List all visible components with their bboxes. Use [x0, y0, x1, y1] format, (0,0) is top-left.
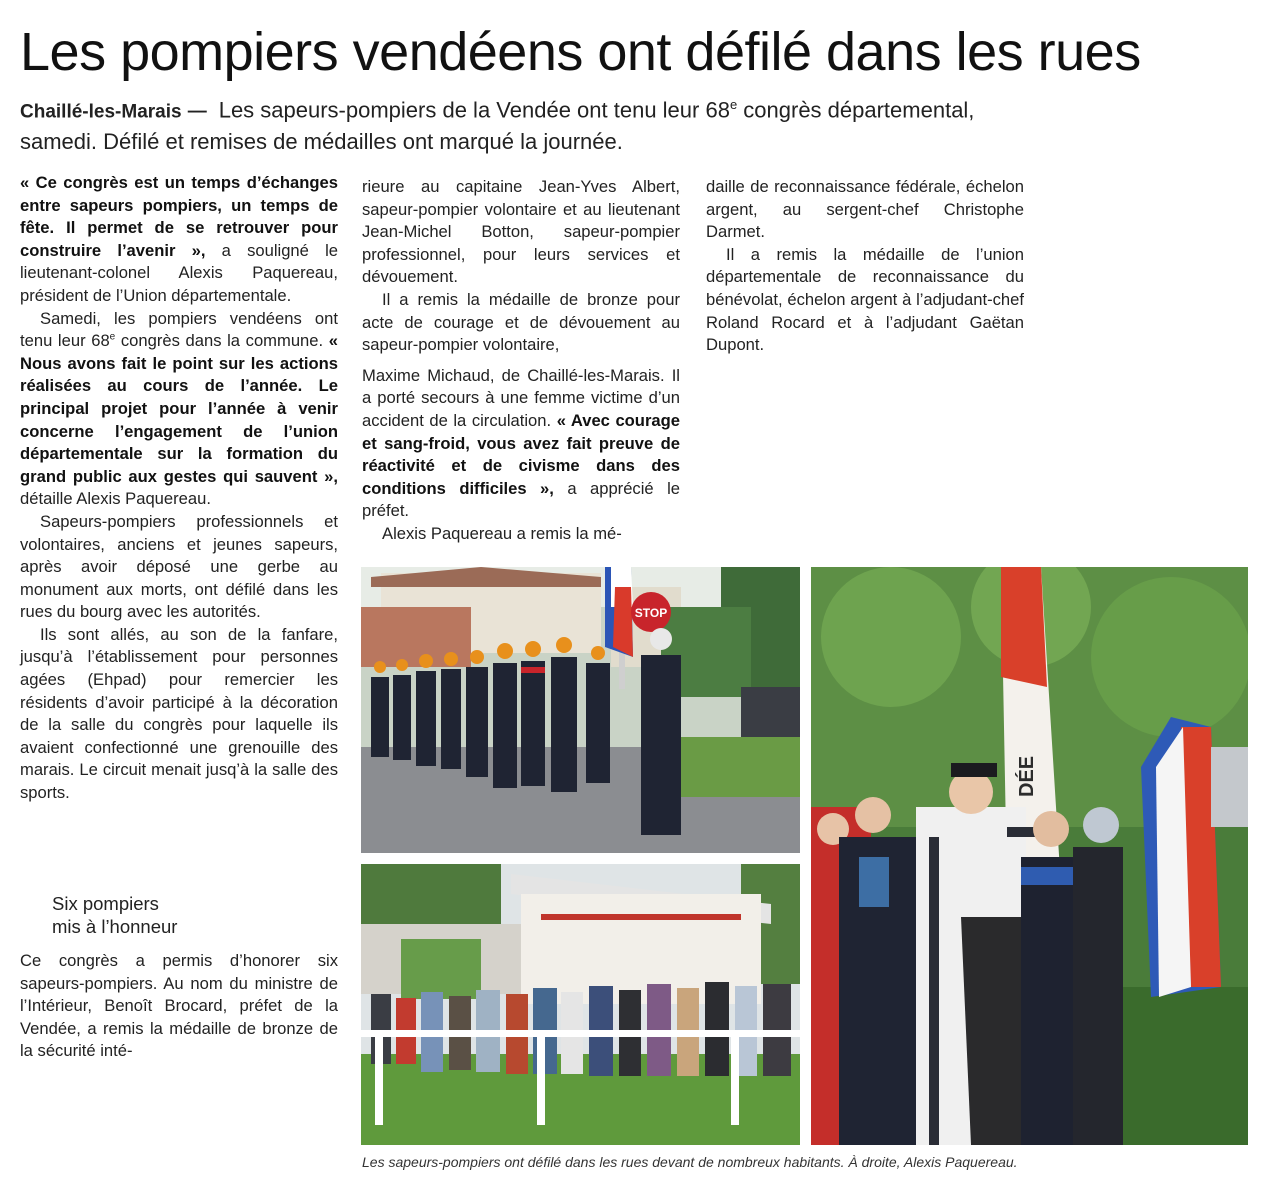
col2-text-3: Maxime Michaud, de Chaillé-les-Marais. Il a porté secours à une femme victime d’un accident de la circulation.: [362, 365, 680, 430]
lead-dash: —: [187, 101, 207, 123]
col1-text-2c: détaille Alexis Paquereau.: [20, 489, 211, 509]
col1-paragraph-3: Sapeurs-pompiers professionnels et volontaires, anciens et jeunes sapeurs, après avoir déposé une gerbe au monument aux morts, ont défilé dans les rues du bourg avec les autorités.: [20, 511, 338, 622]
article-column-1: [20, 172, 338, 805]
lead-text-after: congrès départemental, samedi. Défilé et remises de médailles ont marqué la journée.: [20, 97, 975, 155]
col1-paragraph-2: [20, 308, 338, 511]
lead-sup: e: [729, 97, 738, 112]
col1-quote-2: « Nous avons fait le point sur les actions réalisées au cours de l’année. Le principal projet pour l’année à venir concerne l’engagement de l’union départementale sur la formation du grand public aux gestes qui sauvent »,: [20, 331, 338, 486]
col2-quote: « Avec courage et sang-froid, vous avez fait preuve de réactivité et de civisme dans des conditions difficiles »,: [362, 410, 680, 498]
article-lead: [20, 90, 1020, 157]
col1-paragraph-4: Ils sont allés, au son de la fanfare, jusqu’à l’établissement pour personnes agées (Ehpad) pour remercier les résidents d’avoir participé à la décoration de la salle du congrès pour laquelle ils avaient confectionné une grenouille des marais. Le circuit menait jusq’à la salle des sports.: [20, 624, 338, 803]
col1-paragraph-1: [20, 172, 338, 308]
photo-crowd: [361, 864, 800, 1145]
article-column-1-bottom: [20, 950, 338, 1063]
col1-text-2a: Samedi, les pompiers vendéens ont tenu leur 68: [20, 308, 338, 351]
col2-text-3-end: a apprécié le préfet.: [362, 478, 680, 521]
article-headline: Les pompiers vendéens ont défilé dans les rues: [20, 22, 1141, 82]
photo-speech: [811, 567, 1248, 1145]
subhead-line-2: mis à l’honneur: [52, 916, 178, 937]
section-subhead: [52, 892, 312, 938]
col2-paragraph-3: [362, 365, 680, 523]
col1-text-2b: congrès dans la commune.: [115, 331, 329, 351]
col1-paragraph-5: Ce congrès a permis d’honorer six sapeurs-pompiers. Au nom du ministre de l’Intérieur, Benoît Brocard, préfet de la Vendée, a remis la médaille de bronze de la sécurité inté-: [20, 951, 338, 1061]
lead-text-before: Les sapeurs-pompiers de la Vendée ont tenu leur 68: [218, 97, 730, 123]
photo-parade: [361, 567, 800, 853]
banner-text: DÉE: [1016, 755, 1038, 797]
col1-quote-1: « Ce congrès est un temps d’échanges entre sapeurs pompiers, un temps de fête. Il permet de se retrouver pour construire l’avenir »,: [20, 173, 338, 260]
col2-paragraph-1: rieure au capitaine Jean-Yves Albert, sapeur-pompier volontaire et au lieutenant Jean-Michel Botton, sapeur-pompier professionnel, pour leurs services et dévouement.: [362, 177, 680, 287]
subhead-line-1: Six pompiers: [52, 893, 159, 914]
col3-paragraph-1: daille de reconnaissance fédérale, échelon argent, au sergent-chef Christophe Darmet.: [706, 177, 1024, 242]
article-column-2: [362, 176, 680, 546]
article-column-3: [706, 176, 1024, 357]
col1-sup: e: [109, 331, 116, 343]
col1-text-1: a souligné le lieutenant-colonel Alexis Paquereau, président de l’Union départementale.: [20, 240, 338, 305]
photo-caption: Les sapeurs-pompiers ont défilé dans les rues devant de nombreux habitants. À droite, Alexis Paquereau.: [362, 1154, 1018, 1170]
col2-paragraph-4: Alexis Paquereau a remis la mé-: [382, 523, 622, 543]
lead-place: Chaillé-les-Marais: [20, 101, 182, 123]
stop-sign-text: STOP: [634, 606, 668, 620]
col3-paragraph-2: Il a remis la médaille de l’union départementale de reconnaissance du bénévolat, échelon argent à l’adjudant-chef Roland Rocard et à l’adjudant Gaëtan Dupont.: [706, 244, 1024, 355]
col2-paragraph-2: Il a remis la médaille de bronze pour acte de courage et de dévouement au sapeur-pompier volontaire,: [362, 289, 680, 355]
